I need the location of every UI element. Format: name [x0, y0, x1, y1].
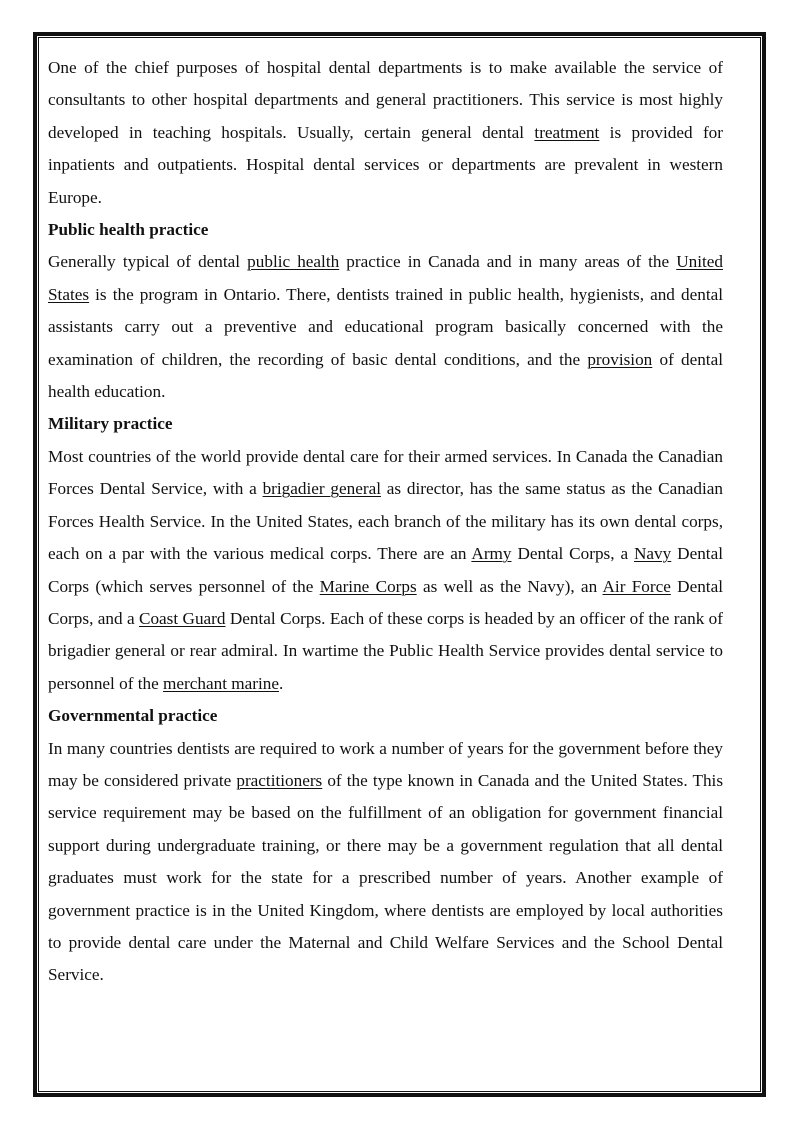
- text-segment: Dental Corps. Each of these corps is headed by an officer of the rank of brigadier general or rear admiral. In wartime the Public Health Service provides dental service to personnel of the: [48, 608, 723, 693]
- hyperlink[interactable]: public health: [247, 252, 340, 272]
- text-segment: Generally typical of dental: [48, 252, 248, 272]
- hyperlink[interactable]: provision: [587, 349, 653, 369]
- text-segment: One of the chief purposes of hospital dental departments is to make available the service of consultants to other hospital departments and general practitioners. This service is most highly developed in teaching hospitals. Usually, certain general dental: [48, 58, 723, 142]
- hyperlink[interactable]: Marine Corps: [319, 576, 417, 596]
- hyperlink[interactable]: brigadier general: [262, 479, 381, 499]
- text-segment: of dental health education.: [48, 349, 723, 402]
- text-segment: Dental Corps, and a: [48, 576, 723, 628]
- document-body: [48, 52, 723, 992]
- body-paragraph: [48, 246, 723, 408]
- hyperlink[interactable]: Air Force: [602, 576, 671, 596]
- section-heading: Public health practice: [48, 220, 209, 240]
- body-paragraph: [48, 52, 723, 214]
- text-segment: is provided for inpatients and outpatients. Hospital dental services or departments are prevalent in western Europe.: [48, 122, 723, 207]
- body-paragraph: [48, 441, 723, 700]
- text-segment: Dental Corps, a: [511, 544, 635, 564]
- text-segment: .: [279, 673, 284, 693]
- hyperlink[interactable]: Navy: [634, 544, 672, 564]
- text-segment: Most countries of the world provide dental care for their armed services. In Canada the Canadian Forces Dental Service, with a: [48, 446, 723, 499]
- text-segment: as well as the Navy), an: [416, 576, 603, 596]
- hyperlink[interactable]: United States: [48, 252, 723, 304]
- section-heading: Military practice: [48, 414, 173, 434]
- text-segment: Dental Corps (which serves personnel of the: [48, 544, 723, 596]
- hyperlink[interactable]: treatment: [534, 122, 600, 142]
- text-segment: practice in Canada and in many areas of the: [339, 252, 677, 272]
- hyperlink[interactable]: Army: [471, 544, 512, 564]
- section-heading: Governmental practice: [48, 706, 218, 726]
- hyperlink[interactable]: merchant marine: [163, 673, 279, 693]
- text-segment: as director, has the same status as the Canadian Forces Health Service. In the United States, each branch of the military has its own dental corps, each on a par with the various medical corps. There are an: [48, 479, 724, 564]
- hyperlink[interactable]: Coast Guard: [139, 608, 226, 628]
- text-segment: is the program in Ontario. There, dentists trained in public health, hygienists, and dental assistants carry out a preventive and educational program basically concerned with the examination of children, the recording of basic dental conditions, and the: [48, 284, 723, 369]
- body-paragraph: [48, 733, 723, 992]
- text-segment: of the type known in Canada and the United States. This service requirement may be based on the fulfillment of an obligation for government financial support during undergraduate training, or there may be a government regulation that all dental graduates must work for the state for a prescribed number of years. Another example of government practice is in the United Kingdom, where dentists are employed by local authorities to provide dental care under the Maternal and Child Welfare Services and the School Dental Service.: [48, 770, 724, 985]
- text-segment: In many countries dentists are required to work a number of years for the government before they may be considered private: [48, 738, 723, 790]
- hyperlink[interactable]: practitioners: [236, 770, 323, 790]
